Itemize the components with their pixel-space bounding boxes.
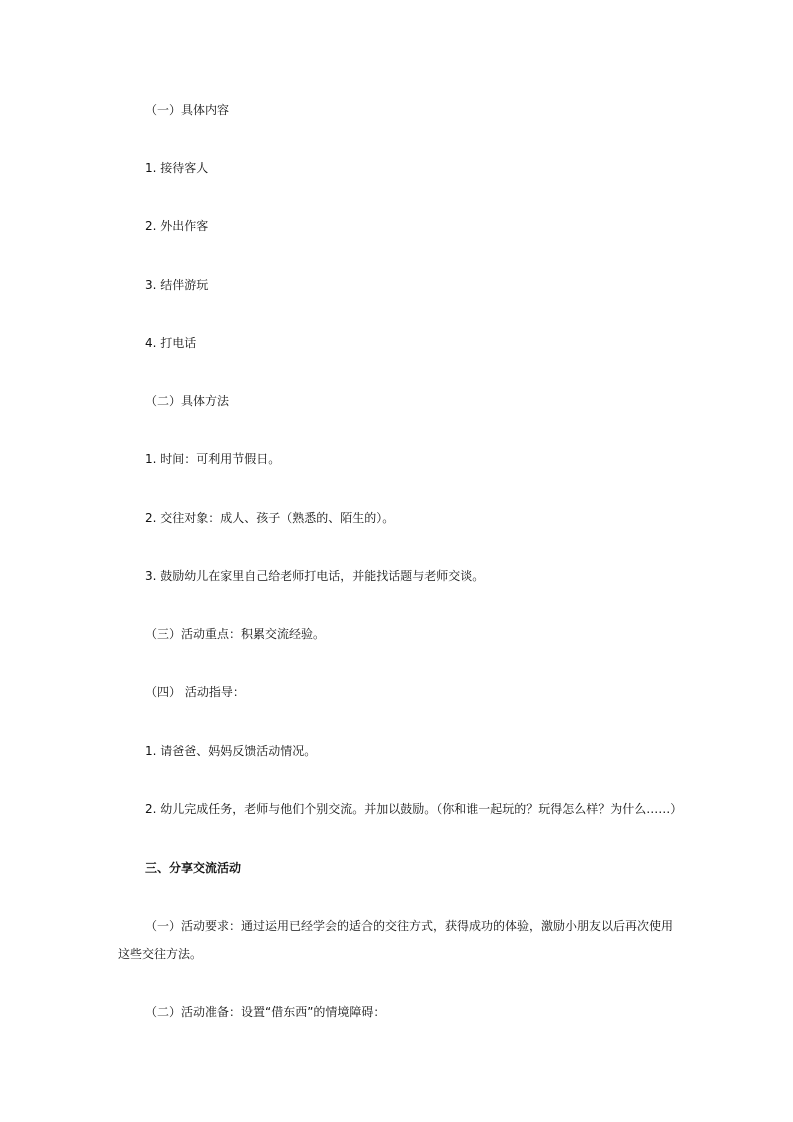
subheading-specific-content: （一）具体内容 [145,103,230,117]
section-heading: 三、分享交流活动 [145,861,242,875]
subheading-specific-methods: （二）具体方法 [145,394,230,408]
list-item: 3. 鼓励幼儿在家里自己给老师打电话，并能找话题与老师交谈。 [145,569,485,583]
subheading-activity-guidance: （四） 活动指导： [145,685,245,699]
list-item: 2. 外出作客 [145,219,209,233]
subheading-activity-focus: （三）活动重点：积累交流经验。 [145,627,326,641]
list-item: 2. 幼儿完成任务，老师与他们个别交流。并加以鼓励。（你和谁一起玩的？玩得怎么样？为什么……） [145,802,683,816]
list-item: 4. 打电话 [145,336,197,350]
list-item: 3. 结伴游玩 [145,278,209,292]
list-item: 1. 接待客人 [145,161,209,175]
paragraph-activity-requirements: （一）活动要求：通过运用已经学会的适合的交往方式，获得成功的体验，激励小朋友以后再次使用这些交往方法。 [118,919,674,961]
list-item: 2. 交往对象：成人、孩子（熟悉的、陌生的）。 [145,511,395,525]
paragraph-activity-preparation: （二）活动准备：设置“借东西”的情境障碍： [145,1005,386,1019]
list-item: 1. 时间：可利用节假日。 [145,452,281,466]
list-item: 1. 请爸爸、妈妈反馈活动情况。 [145,744,317,758]
